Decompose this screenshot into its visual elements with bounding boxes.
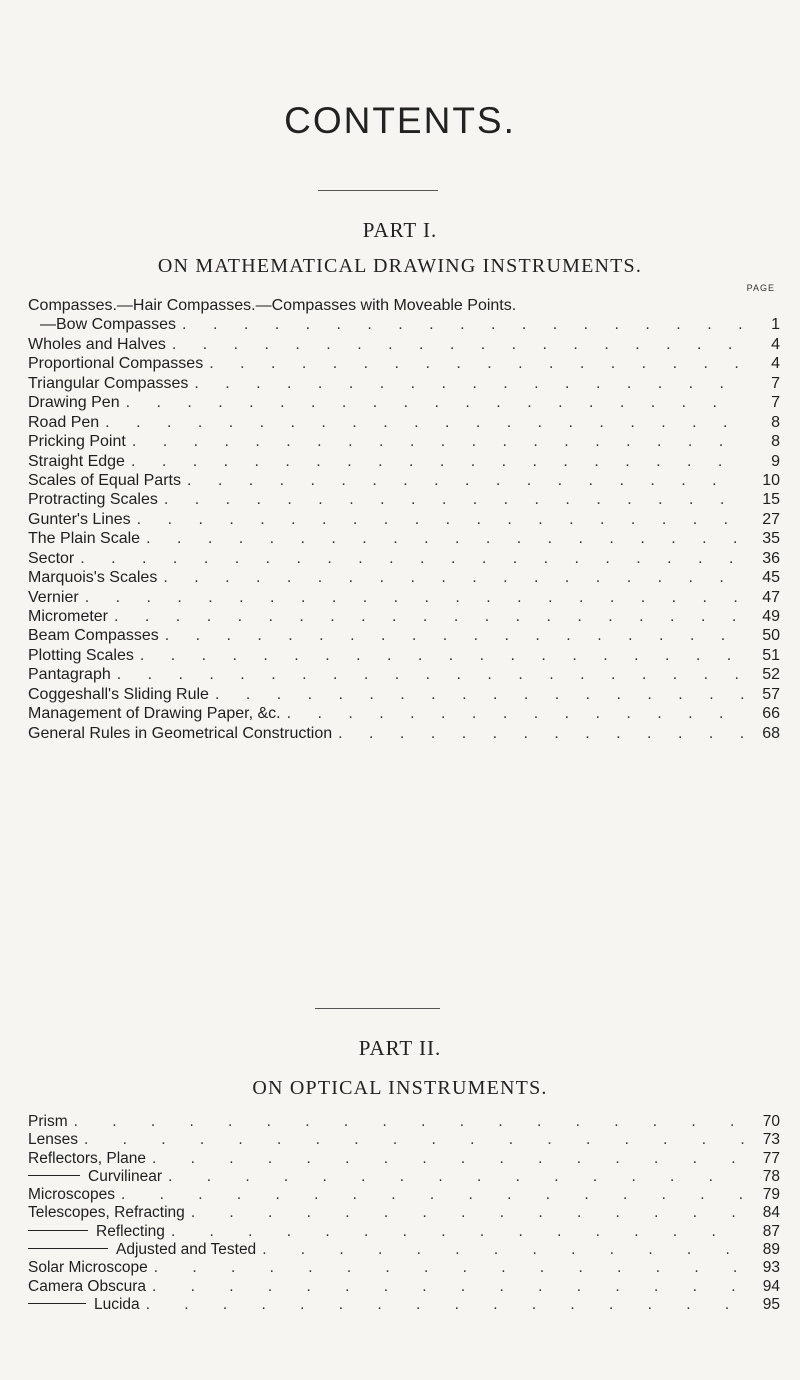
toc-entry xyxy=(28,335,780,354)
ditto-dash xyxy=(28,1230,88,1231)
toc-entry-text: Proportional Compasses xyxy=(28,355,204,373)
dot-leader xyxy=(126,432,744,451)
dot-leader xyxy=(79,588,744,607)
toc-entry xyxy=(28,529,780,548)
dot-leader xyxy=(148,1259,744,1277)
toc-entry xyxy=(28,374,780,393)
dot-leader xyxy=(115,1186,744,1204)
toc-entry-page: 70 xyxy=(762,1113,780,1130)
ditto-dash xyxy=(28,1175,80,1176)
toc-entry xyxy=(28,471,780,490)
toc-entry xyxy=(28,452,780,471)
dot-leader xyxy=(203,354,744,373)
toc-entry-label xyxy=(28,374,188,393)
toc-entry-label xyxy=(28,1278,146,1296)
toc-entry-text: Straight Edge xyxy=(28,452,125,470)
toc-entry-page: 84 xyxy=(762,1204,780,1222)
dot-leader xyxy=(111,665,744,684)
dot-leader xyxy=(209,685,744,704)
toc-entry-label xyxy=(28,626,159,645)
toc-entry-text: Reflectors, Plane xyxy=(28,1149,147,1167)
dot-leader xyxy=(176,315,744,334)
toc-entry-label xyxy=(28,1186,115,1204)
dot-leader xyxy=(108,607,744,626)
toc-entry-text: Wholes and Halves xyxy=(28,335,166,353)
dot-leader xyxy=(158,490,744,509)
dot-leader xyxy=(125,452,744,471)
toc-entry-page: 94 xyxy=(762,1277,780,1295)
dot-leader xyxy=(162,1168,744,1186)
page-title: CONTENTS. xyxy=(284,100,516,141)
toc-entry-text: Telescopes, Refracting xyxy=(28,1204,185,1222)
toc-entry-text: Marquois's Scales xyxy=(28,569,158,587)
dot-leader xyxy=(146,1278,744,1296)
toc-entry-page: 78 xyxy=(762,1167,780,1185)
toc-entry-page: 7 xyxy=(771,374,780,392)
toc-entry-page: 8 xyxy=(771,433,780,451)
toc-entry xyxy=(28,393,780,412)
toc-entry-label xyxy=(28,354,203,373)
dot-leader xyxy=(165,1223,744,1241)
toc-entry-text: Protracting Scales xyxy=(28,491,158,509)
dot-leader xyxy=(185,1204,744,1222)
dot-leader xyxy=(99,413,744,432)
toc-entry-text: Plotting Scales xyxy=(28,646,134,664)
toc-entry-page: 9 xyxy=(771,452,780,470)
toc-entry-label xyxy=(28,1223,165,1241)
toc-entry-page: 1 xyxy=(771,316,780,334)
toc-entry-label xyxy=(28,1150,146,1168)
toc-entry-text: Pricking Point xyxy=(28,433,126,451)
toc-entry-label xyxy=(28,1113,68,1131)
toc-entry-text: Curvilinear xyxy=(88,1167,163,1185)
toc-entry-label xyxy=(28,568,157,587)
toc-entry-text: Road Pen xyxy=(28,413,100,431)
toc-entry-page: 87 xyxy=(762,1222,780,1240)
toc-entry-text: Prism xyxy=(28,1113,68,1130)
toc-entry xyxy=(28,1241,780,1259)
toc-entry-label xyxy=(28,452,125,471)
toc-entry-text: Beam Compasses xyxy=(28,627,159,645)
dot-leader xyxy=(157,568,744,587)
toc-entry xyxy=(28,1186,780,1204)
dot-leader xyxy=(281,704,744,723)
toc-entry-page: 89 xyxy=(762,1241,780,1259)
toc-entry-page: 50 xyxy=(762,627,780,645)
toc-entry-label xyxy=(28,393,120,412)
toc-entry xyxy=(28,1259,780,1277)
title-divider xyxy=(318,190,438,191)
toc-entry-label xyxy=(28,490,158,509)
toc-entry xyxy=(28,665,780,684)
toc-entry-label xyxy=(28,607,108,626)
toc-entry xyxy=(28,588,780,607)
toc-entry xyxy=(28,607,780,626)
toc-entry-page: 49 xyxy=(762,608,780,625)
toc-entry-page: 7 xyxy=(771,394,780,412)
part1-subheading: ON MATHEMATICAL DRAWING INSTRUMENTS. xyxy=(157,255,643,277)
toc-entry-label xyxy=(28,1241,256,1259)
toc-entry-text: Adjusted and Tested xyxy=(116,1241,257,1259)
toc-entry-page: 66 xyxy=(762,705,780,723)
dot-leader xyxy=(74,549,744,568)
toc-entry-label xyxy=(28,1131,78,1149)
toc-entry-text: Lucida xyxy=(94,1295,140,1313)
part1-heading: PART I. xyxy=(362,218,438,242)
toc-entry xyxy=(28,1204,780,1222)
toc-entry xyxy=(28,490,780,509)
toc-entry-text: General Rules in Geometrical Construction xyxy=(28,724,333,742)
toc-entry xyxy=(28,1113,780,1131)
toc-entry-label xyxy=(28,1259,148,1277)
toc-entry xyxy=(28,354,780,373)
toc-entry-label xyxy=(28,1296,140,1314)
toc-entry xyxy=(28,685,780,704)
dot-leader xyxy=(256,1241,744,1259)
toc-entry xyxy=(28,724,780,743)
toc-entry-page: 77 xyxy=(762,1149,780,1167)
dot-leader xyxy=(78,1131,744,1149)
toc-entry xyxy=(28,626,780,645)
toc-entry xyxy=(28,432,780,451)
toc-entry xyxy=(28,315,780,334)
toc-entry-label xyxy=(28,432,126,451)
toc-entry-page: 45 xyxy=(762,569,780,587)
toc-entry-page: 52 xyxy=(762,666,780,684)
dot-leader xyxy=(166,335,744,354)
toc-entry xyxy=(28,1223,780,1241)
toc-entry xyxy=(28,549,780,568)
toc-entry-text: Lenses xyxy=(28,1131,78,1149)
toc-entry xyxy=(28,1296,780,1314)
part1-toc xyxy=(28,296,780,743)
toc-entry-page: 68 xyxy=(762,724,780,742)
toc-entry xyxy=(28,510,780,529)
toc-entry xyxy=(28,413,780,432)
dot-leader xyxy=(131,510,744,529)
toc-entry-text: Micrometer xyxy=(28,608,109,625)
toc-entry-label xyxy=(28,724,332,743)
toc-entry xyxy=(28,1278,780,1296)
toc-entry-label xyxy=(28,685,209,704)
toc-entry-page: 8 xyxy=(771,413,780,431)
dot-leader xyxy=(68,1113,744,1131)
toc-entry-label xyxy=(28,529,140,548)
toc-entry-text: Management of Drawing Paper, &c. xyxy=(28,705,281,723)
toc-entry xyxy=(28,646,780,665)
toc-entry-page: 35 xyxy=(762,530,780,548)
part2-toc xyxy=(28,1113,780,1314)
toc-entry-text: Sector xyxy=(28,549,75,567)
dot-leader xyxy=(140,1296,744,1314)
toc-entry-label xyxy=(28,1168,162,1186)
toc-entry-page: 79 xyxy=(762,1186,780,1204)
dot-leader xyxy=(181,471,744,490)
toc-entry-text: The Plain Scale xyxy=(28,530,141,548)
part-divider xyxy=(315,1008,440,1009)
toc-entry-text: Gunter's Lines xyxy=(28,510,131,528)
toc-entry-label xyxy=(28,588,79,607)
toc-entry-page: 10 xyxy=(762,471,780,489)
toc-entry-text: Camera Obscura xyxy=(28,1277,147,1295)
toc-entry-text: Pantagraph xyxy=(28,666,111,684)
toc-entry-text: Drawing Pen xyxy=(28,394,120,412)
toc-entry-page: 15 xyxy=(762,491,780,509)
toc-entry-label xyxy=(28,549,74,568)
toc-entry-label: —Bow Compasses xyxy=(40,316,177,334)
toc-entry-page: 73 xyxy=(762,1131,780,1149)
toc-entry-label xyxy=(28,1204,185,1222)
toc-entry-page: 95 xyxy=(762,1295,780,1313)
toc-entry xyxy=(28,1168,780,1186)
toc-entry-label xyxy=(28,413,99,432)
toc-entry-label xyxy=(28,646,134,665)
toc-entry xyxy=(28,704,780,723)
part2-heading: PART II. xyxy=(358,1036,442,1060)
toc-entry-text: Solar Microscope xyxy=(28,1259,148,1277)
toc-entry-text: Reflecting xyxy=(96,1222,165,1240)
toc-entry-page: 4 xyxy=(771,335,780,353)
toc-entry-page: 51 xyxy=(762,646,780,664)
ditto-dash xyxy=(28,1248,108,1249)
toc-entry-page: 4 xyxy=(771,355,780,373)
toc-entry-text: Coggeshall's Sliding Rule xyxy=(28,685,209,703)
toc-entry-text: Microscopes xyxy=(28,1186,115,1204)
toc-entry-label xyxy=(28,471,181,490)
toc-entry-text: Vernier xyxy=(28,588,79,606)
toc-entry-label xyxy=(28,704,281,723)
dot-leader xyxy=(332,724,744,743)
toc-entry-label xyxy=(28,665,111,684)
dot-leader xyxy=(188,374,744,393)
toc-entry-label xyxy=(28,335,166,354)
dot-leader xyxy=(120,393,744,412)
toc-entry-compasses-line1: Compasses.—Hair Compasses.—Compasses with Moveable Points. xyxy=(28,297,517,314)
toc-entry-text: Triangular Compasses xyxy=(28,374,189,392)
page-column-label: PAGE xyxy=(746,283,775,293)
part2-subheading: ON OPTICAL INSTRUMENTS. xyxy=(252,1077,548,1099)
toc-entry xyxy=(28,1131,780,1149)
dot-leader xyxy=(159,626,744,645)
toc-entry-text: Scales of Equal Parts xyxy=(28,471,181,489)
toc-entry-page: 93 xyxy=(762,1259,780,1277)
dot-leader xyxy=(134,646,744,665)
toc-entry xyxy=(28,1150,780,1168)
ditto-dash xyxy=(28,1303,86,1304)
toc-entry-page: 57 xyxy=(762,685,780,703)
dot-leader xyxy=(146,1150,744,1168)
toc-entry-page: 27 xyxy=(762,510,780,528)
toc-entry-page: 47 xyxy=(762,588,780,606)
toc-entry xyxy=(28,568,780,587)
toc-entry-label xyxy=(28,510,131,529)
dot-leader xyxy=(140,529,744,548)
toc-entry-page: 36 xyxy=(762,549,780,567)
